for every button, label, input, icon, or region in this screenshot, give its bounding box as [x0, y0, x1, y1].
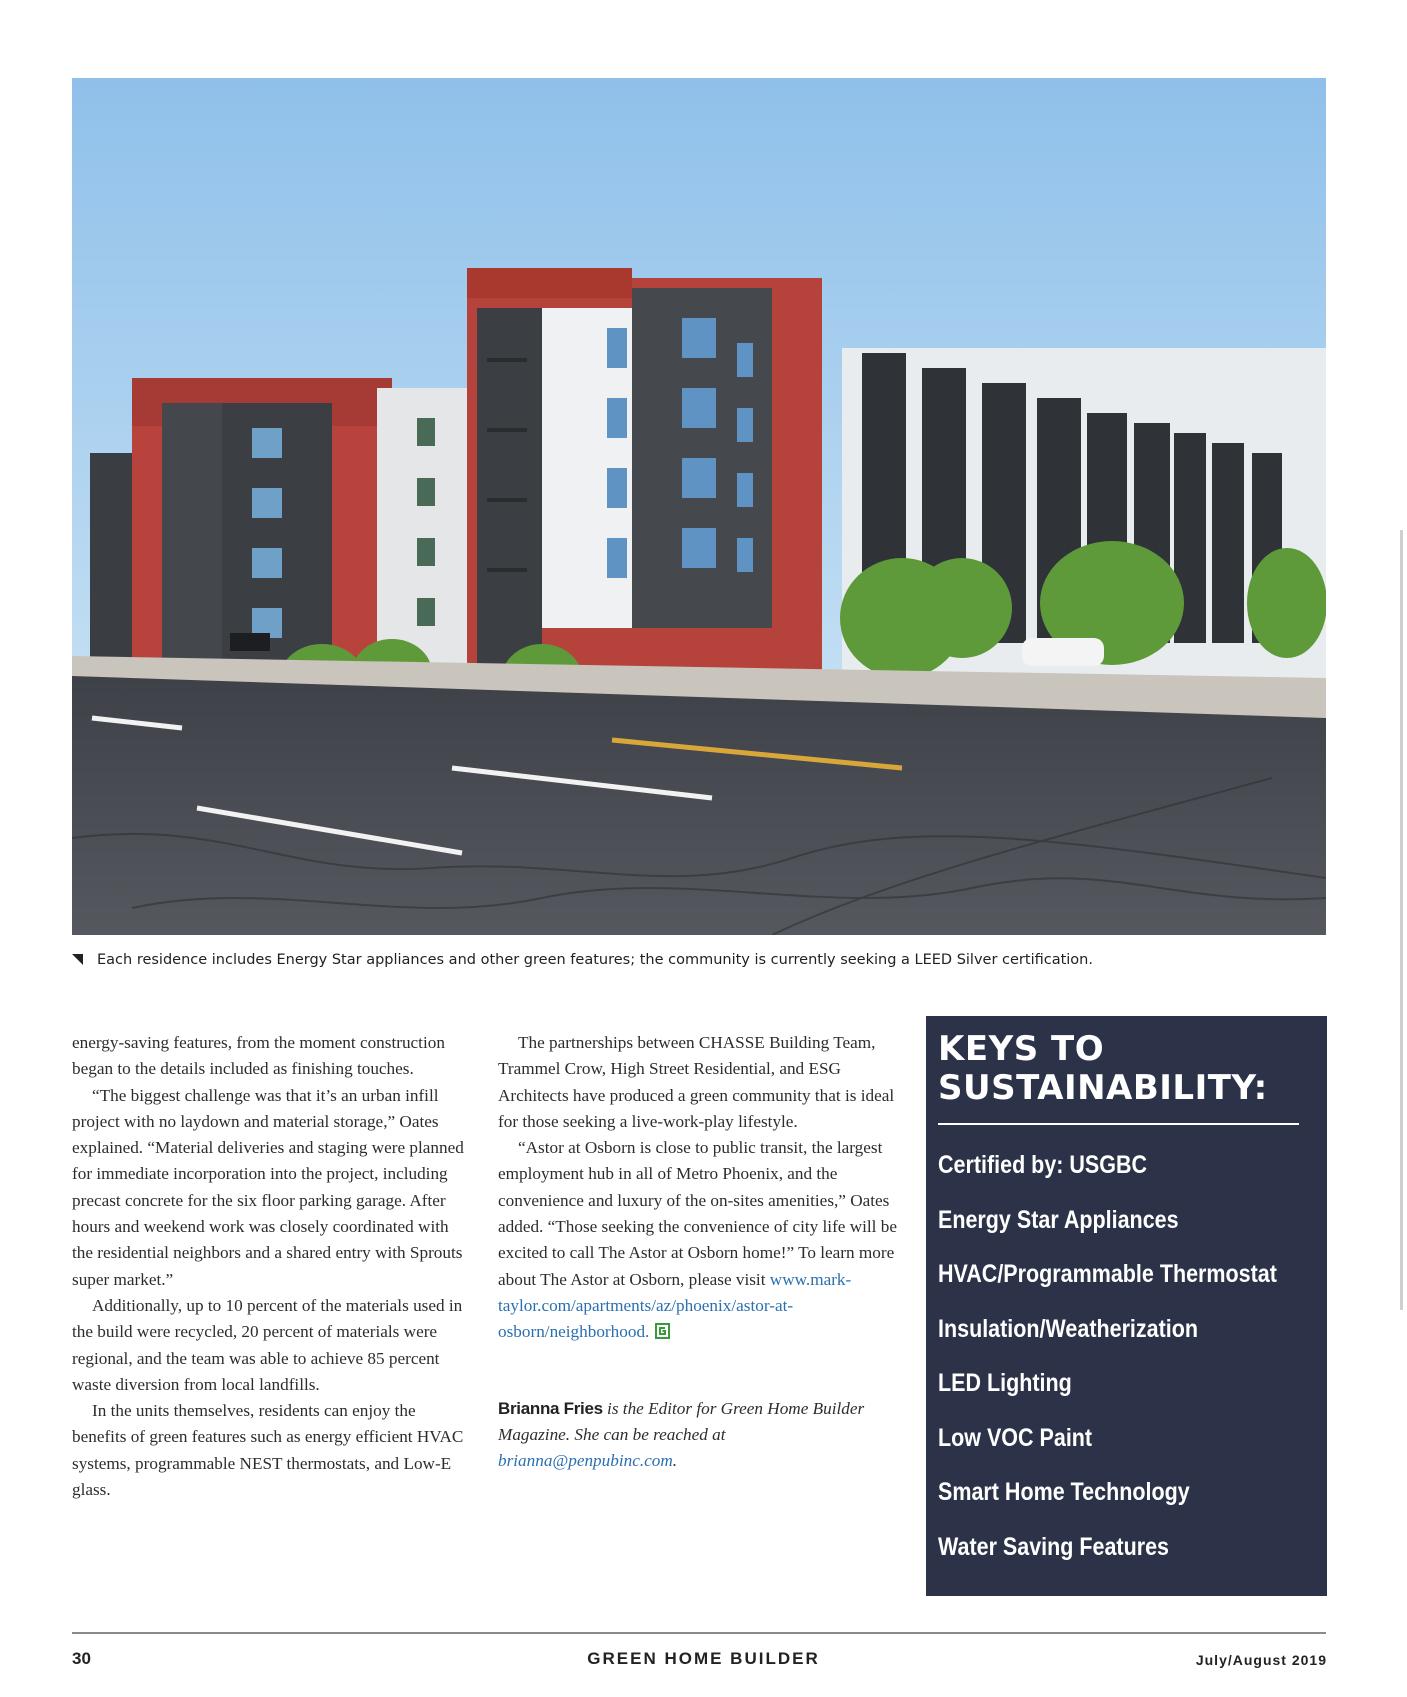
author-bio-text: is the Editor for Green Home Builder Magazine. She can be reached at [498, 1398, 865, 1444]
keys-item: Energy Star Appliances [938, 1205, 1179, 1234]
keys-item: Certified by: USGBC [938, 1151, 1148, 1179]
caption-triangle-icon [72, 954, 83, 965]
issue-date: July/August 2019 [1195, 1652, 1327, 1668]
keys-item: Low VOC Paint [938, 1423, 1093, 1452]
green-home-g-icon [655, 1323, 670, 1339]
col2-paragraph-2 [498, 1135, 900, 1345]
keys-item: Smart Home Technology [938, 1478, 1190, 1506]
keys-to-sustainability-box [926, 1016, 1327, 1596]
caption-text: Each residence includes Energy Star appliances and other green features; the community is currently seeking a LEED Silver certification. [97, 952, 1093, 968]
article-column-1 [72, 1030, 472, 1503]
keys-item: LED Lighting [938, 1369, 1072, 1397]
keys-title-line-2: SUSTAINABILITY: [938, 1068, 1268, 1108]
col2-paragraph-1: The partnerships between CHASSE Building Team, Trammel Crow, High Street Residential, and ESG Architects have produced a green community that is ideal for those seeking a live-work-play lifestyle. [498, 1033, 895, 1131]
col1-paragraph-2: “The biggest challenge was that it’s an urban infill project with no laydown and material storage,” Oates explained. “Material deliveries and staging were planned for immediate incorporation into the project, including precast concrete for the six floor parking garage. After hours and weekend work was closely coordinated with the residential neighbors and a shared entry with Sprouts super market.” [72, 1085, 464, 1289]
footer-divider [72, 1632, 1326, 1634]
photo-caption [72, 952, 1326, 968]
author-bio-end: . [672, 1451, 678, 1471]
col1-paragraph-4: In the units themselves, residents can enjoy the benefits of green features such as energy efficient HVAC systems, programmable NEST thermostats, and Low-E glass. [72, 1401, 464, 1500]
author-name: Brianna Fries [498, 1398, 603, 1418]
page-number: 30 [72, 1649, 91, 1668]
keys-divider [938, 1123, 1299, 1125]
building-illustration [72, 78, 1326, 935]
col1-paragraph-1: energy-saving features, from the moment construction began to the details included as finishing touches. [72, 1033, 445, 1079]
magazine-name: GREEN HOME BUILDER [587, 1649, 820, 1668]
author-email-link[interactable]: brianna@penpubinc.com [498, 1451, 673, 1471]
keys-item: Water Saving Features [938, 1532, 1170, 1561]
keys-item: HVAC/Programmable Thermostat [938, 1260, 1277, 1288]
keys-list [938, 1142, 1332, 1578]
keys-title [938, 1030, 1268, 1108]
author-bio [498, 1396, 900, 1475]
keys-item: Insulation/Weatherization [938, 1314, 1199, 1343]
keys-title-line-1: KEYS TO [938, 1029, 1105, 1069]
col1-paragraph-3: Additionally, up to 10 percent of the materials used in the build were recycled, 20 percent of materials were regional, and the team was able to achieve 85 percent waste diversion from local landfills. [72, 1295, 463, 1394]
astor-website-link[interactable]: www.mark-taylor.com/apartments/az/phoenix/astor-at-osborn/neighborhood. [498, 1269, 852, 1342]
building-photo [72, 78, 1326, 935]
col2-paragraph-2-text: “Astor at Osborn is close to public transit, the largest employment hub in all of Metro Phoenix, and the convenience and luxury of the on-sites amenities,” Oates added. “Those seeking the convenience of city life will be excited to call The Astor at Osborn home!” To learn more about The Astor at Osborn, please visit [498, 1138, 897, 1289]
page-edge-mark [1400, 530, 1403, 1310]
article-column-2 [498, 1030, 900, 1474]
